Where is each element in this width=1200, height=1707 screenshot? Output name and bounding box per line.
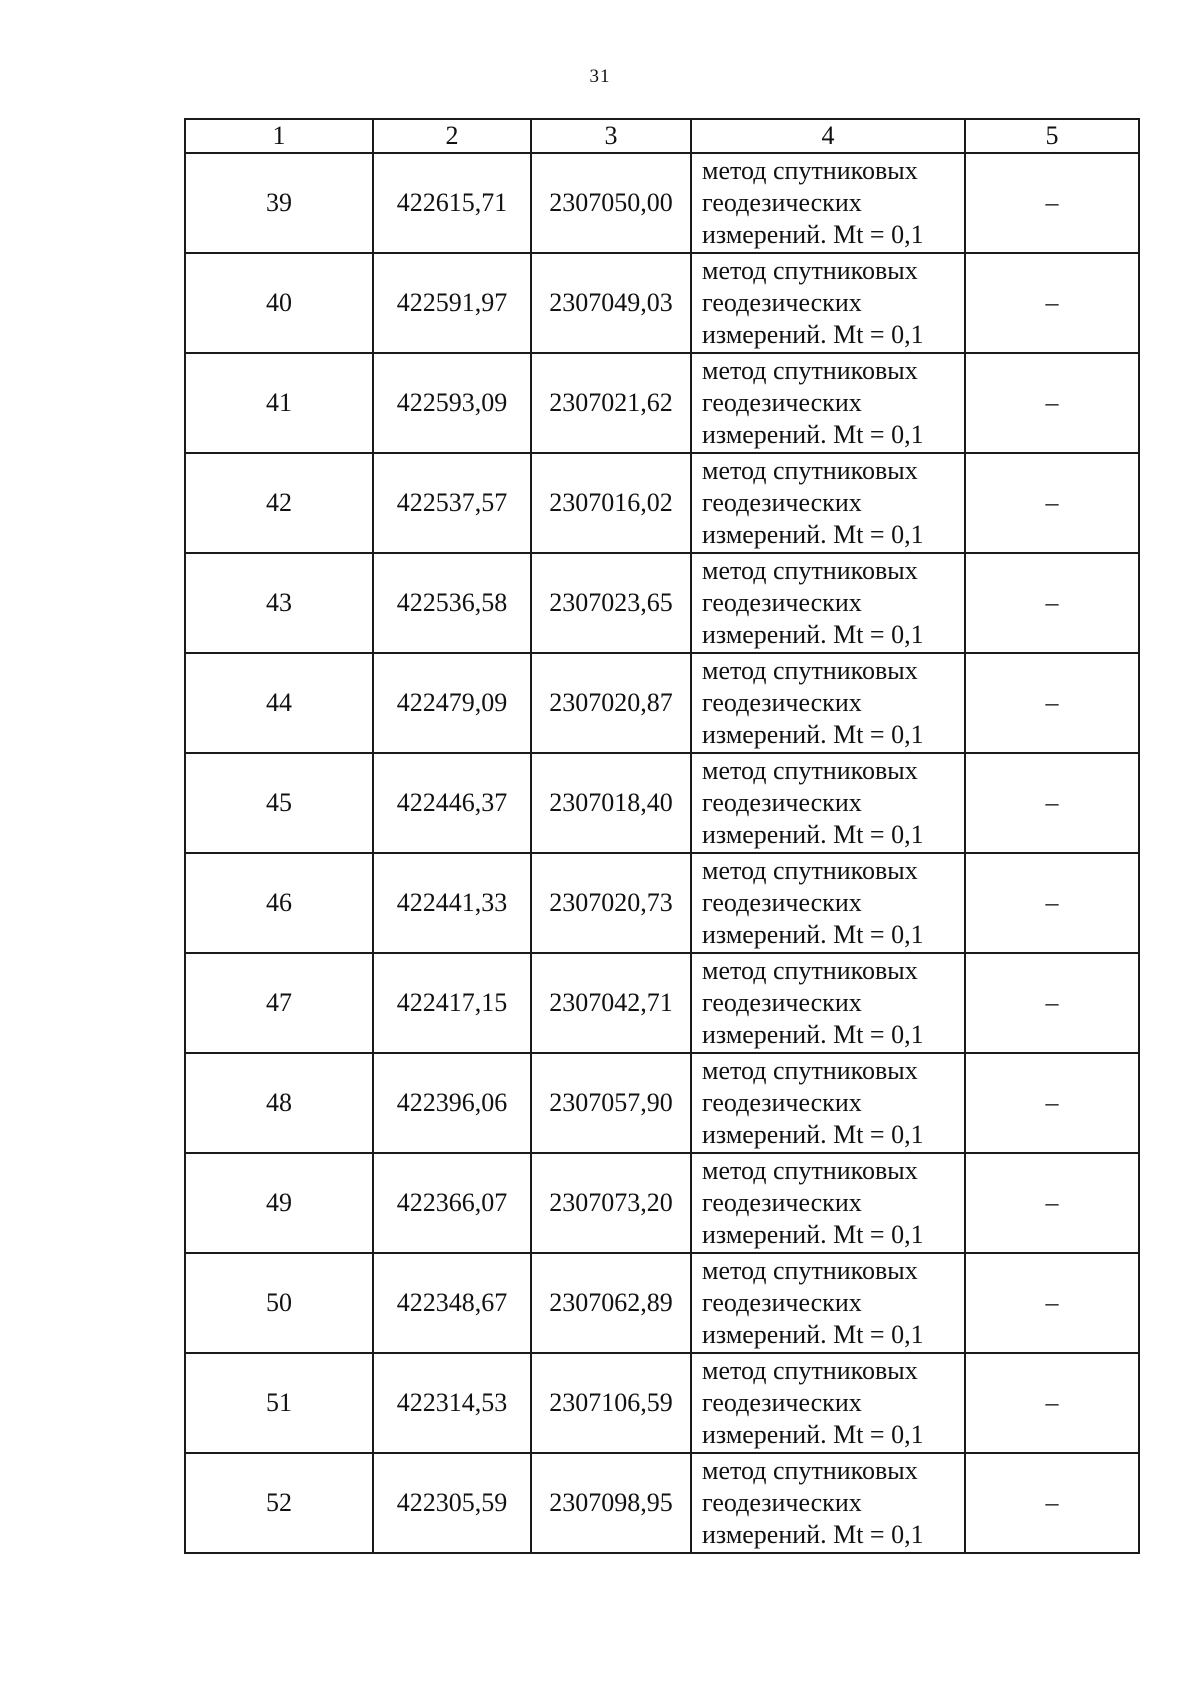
x-coordinate-cell: 422441,33: [373, 853, 531, 953]
method-line-2: геодезических: [702, 1388, 862, 1417]
method-cell: [691, 953, 965, 1053]
column-header-1: 1: [185, 119, 373, 153]
method-line-2: геодезических: [702, 1288, 862, 1317]
point-number-cell: 41: [185, 353, 373, 453]
method-line-2: геодезических: [702, 988, 862, 1017]
method-line-1: метод спутниковых: [702, 156, 918, 185]
method-line-2: геодезических: [702, 388, 862, 417]
point-number-cell: 45: [185, 753, 373, 853]
point-number-cell: 48: [185, 1053, 373, 1153]
method-line-1: метод спутниковых: [702, 756, 918, 785]
method-line-3: измерений. Mt = 0,1: [702, 1020, 924, 1049]
method-line-1: метод спутниковых: [702, 456, 918, 485]
x-coordinate-cell: 422305,59: [373, 1453, 531, 1553]
note-cell: –: [965, 853, 1139, 953]
point-number-cell: 39: [185, 153, 373, 253]
note-cell: –: [965, 1153, 1139, 1253]
note-cell: –: [965, 353, 1139, 453]
point-number-cell: 50: [185, 1253, 373, 1353]
note-cell: –: [965, 1253, 1139, 1353]
table-row: [185, 1053, 1139, 1153]
table-row: [185, 853, 1139, 953]
method-line-3: измерений. Mt = 0,1: [702, 920, 924, 949]
method-line-3: измерений. Mt = 0,1: [702, 1420, 924, 1449]
method-line-1: метод спутниковых: [702, 256, 918, 285]
y-coordinate-cell: 2307020,87: [531, 653, 691, 753]
method-line-3: измерений. Mt = 0,1: [702, 520, 924, 549]
method-line-1: метод спутниковых: [702, 556, 918, 585]
x-coordinate-cell: 422536,58: [373, 553, 531, 653]
note-cell: –: [965, 753, 1139, 853]
method-cell: [691, 1453, 965, 1553]
method-line-1: метод спутниковых: [702, 1156, 918, 1185]
method-cell: [691, 1053, 965, 1153]
point-number-cell: 51: [185, 1353, 373, 1453]
method-line-2: геодезических: [702, 1488, 862, 1517]
method-cell: [691, 1153, 965, 1253]
y-coordinate-cell: 2307062,89: [531, 1253, 691, 1353]
note-cell: –: [965, 1453, 1139, 1553]
method-line-1: метод спутниковых: [702, 656, 918, 685]
method-line-1: метод спутниковых: [702, 1356, 918, 1385]
page-number: 31: [589, 66, 611, 87]
x-coordinate-cell: 422591,97: [373, 253, 531, 353]
x-coordinate-cell: 422366,07: [373, 1153, 531, 1253]
table-row: [185, 1453, 1139, 1553]
method-cell: [691, 653, 965, 753]
method-line-2: геодезических: [702, 288, 862, 317]
y-coordinate-cell: 2307049,03: [531, 253, 691, 353]
method-line-2: геодезических: [702, 188, 862, 217]
table-header-row: [185, 119, 1139, 153]
y-coordinate-cell: 2307021,62: [531, 353, 691, 453]
y-coordinate-cell: 2307020,73: [531, 853, 691, 953]
table-row: [185, 1253, 1139, 1353]
coordinates-table: [184, 118, 1140, 1554]
table-row: [185, 453, 1139, 553]
table-row: [185, 153, 1139, 253]
x-coordinate-cell: 422417,15: [373, 953, 531, 1053]
method-line-3: измерений. Mt = 0,1: [702, 820, 924, 849]
method-cell: [691, 253, 965, 353]
point-number-cell: 43: [185, 553, 373, 653]
point-number-cell: 52: [185, 1453, 373, 1553]
point-number-cell: 42: [185, 453, 373, 553]
point-number-cell: 44: [185, 653, 373, 753]
method-line-2: геодезических: [702, 888, 862, 917]
table-row: [185, 953, 1139, 1053]
method-line-2: геодезических: [702, 688, 862, 717]
method-line-2: геодезических: [702, 1088, 862, 1117]
method-line-1: метод спутниковых: [702, 856, 918, 885]
method-cell: [691, 153, 965, 253]
note-cell: –: [965, 453, 1139, 553]
method-line-3: измерений. Mt = 0,1: [702, 1220, 924, 1249]
column-header-5: 5: [965, 119, 1139, 153]
method-line-2: геодезических: [702, 488, 862, 517]
y-coordinate-cell: 2307023,65: [531, 553, 691, 653]
point-number-cell: 49: [185, 1153, 373, 1253]
column-header-2: 2: [373, 119, 531, 153]
y-coordinate-cell: 2307073,20: [531, 1153, 691, 1253]
method-cell: [691, 1253, 965, 1353]
method-line-3: измерений. Mt = 0,1: [702, 1520, 924, 1549]
x-coordinate-cell: 422396,06: [373, 1053, 531, 1153]
note-cell: –: [965, 653, 1139, 753]
note-cell: –: [965, 553, 1139, 653]
method-line-1: метод спутниковых: [702, 956, 918, 985]
column-header-4: 4: [691, 119, 965, 153]
y-coordinate-cell: 2307016,02: [531, 453, 691, 553]
x-coordinate-cell: 422314,53: [373, 1353, 531, 1453]
method-cell: [691, 453, 965, 553]
note-cell: –: [965, 253, 1139, 353]
table-row: [185, 1353, 1139, 1453]
table-row: [185, 253, 1139, 353]
x-coordinate-cell: 422479,09: [373, 653, 531, 753]
x-coordinate-cell: 422593,09: [373, 353, 531, 453]
method-line-1: метод спутниковых: [702, 1056, 918, 1085]
table-row: [185, 353, 1139, 453]
method-line-3: измерений. Mt = 0,1: [702, 1120, 924, 1149]
table-row: [185, 653, 1139, 753]
method-line-2: геодезических: [702, 788, 862, 817]
method-cell: [691, 1353, 965, 1453]
method-line-2: геодезических: [702, 1188, 862, 1217]
note-cell: –: [965, 953, 1139, 1053]
table-row: [185, 753, 1139, 853]
method-line-1: метод спутниковых: [702, 356, 918, 385]
note-cell: –: [965, 153, 1139, 253]
point-number-cell: 46: [185, 853, 373, 953]
y-coordinate-cell: 2307057,90: [531, 1053, 691, 1153]
y-coordinate-cell: 2307106,59: [531, 1353, 691, 1453]
x-coordinate-cell: 422537,57: [373, 453, 531, 553]
y-coordinate-cell: 2307042,71: [531, 953, 691, 1053]
method-cell: [691, 753, 965, 853]
method-cell: [691, 353, 965, 453]
y-coordinate-cell: 2307018,40: [531, 753, 691, 853]
x-coordinate-cell: 422348,67: [373, 1253, 531, 1353]
note-cell: –: [965, 1353, 1139, 1453]
table-row: [185, 553, 1139, 653]
method-line-1: метод спутниковых: [702, 1256, 918, 1285]
method-line-3: измерений. Mt = 0,1: [702, 320, 924, 349]
method-line-3: измерений. Mt = 0,1: [702, 1320, 924, 1349]
column-header-3: 3: [531, 119, 691, 153]
method-cell: [691, 853, 965, 953]
method-line-2: геодезических: [702, 588, 862, 617]
note-cell: –: [965, 1053, 1139, 1153]
table-row: [185, 1153, 1139, 1253]
method-line-1: метод спутниковых: [702, 1456, 918, 1485]
table-body: [185, 119, 1139, 1553]
method-line-3: измерений. Mt = 0,1: [702, 620, 924, 649]
method-line-3: измерений. Mt = 0,1: [702, 720, 924, 749]
y-coordinate-cell: 2307050,00: [531, 153, 691, 253]
method-line-3: измерений. Mt = 0,1: [702, 420, 924, 449]
point-number-cell: 47: [185, 953, 373, 1053]
method-line-3: измерений. Mt = 0,1: [702, 220, 924, 249]
x-coordinate-cell: 422615,71: [373, 153, 531, 253]
method-cell: [691, 553, 965, 653]
point-number-cell: 40: [185, 253, 373, 353]
y-coordinate-cell: 2307098,95: [531, 1453, 691, 1553]
x-coordinate-cell: 422446,37: [373, 753, 531, 853]
